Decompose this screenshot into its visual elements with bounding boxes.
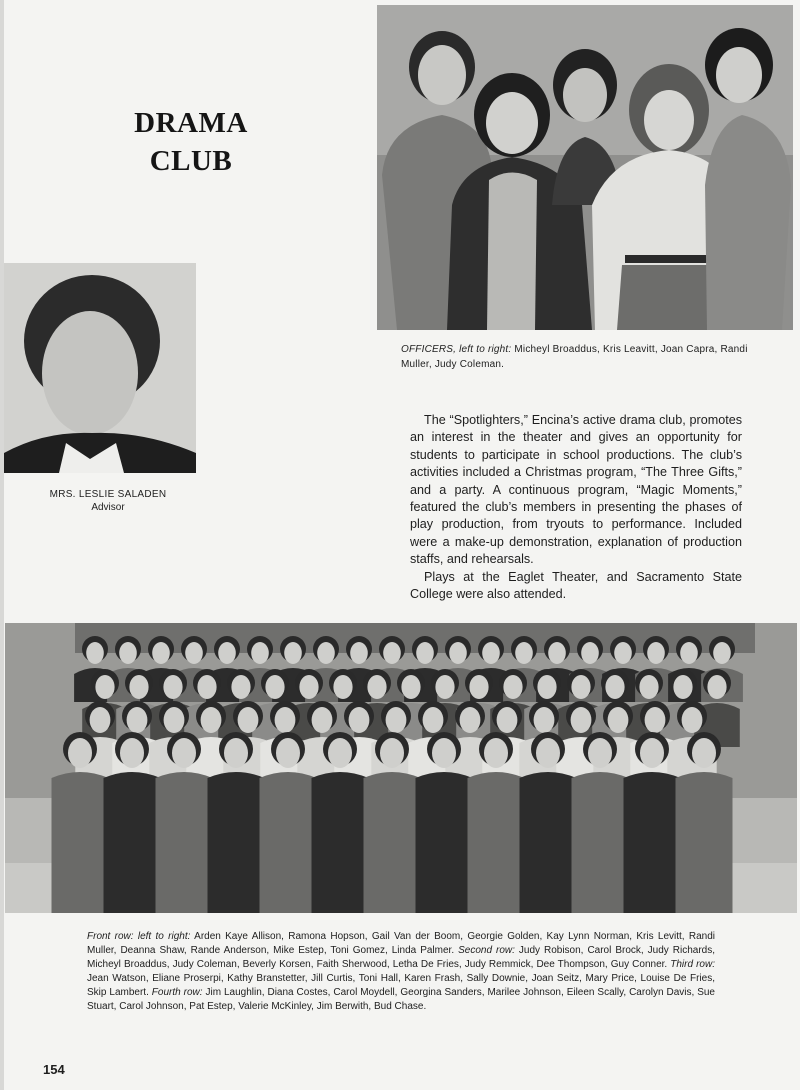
group-member-face: [127, 707, 148, 733]
group-member-face: [692, 738, 716, 768]
group-member-face: [435, 675, 454, 699]
group-member-face: [68, 738, 92, 768]
advisor-name: MRS. LESLIE SALADEN: [49, 489, 167, 500]
group-member-face: [201, 707, 222, 733]
roster-second-label: Second row:: [458, 945, 515, 956]
page-title: [96, 104, 286, 180]
officers-caption: [401, 342, 761, 372]
member-roster: [87, 930, 715, 1014]
group-member-body: [416, 772, 473, 913]
article-paragraph-1: The “Spotlighters,” Encina’s active drama club, promotes an interest in the theater and gives an opportunity for students to participate in school productions. The club’s activities included a Christmas program, “The Three Gifts,” and a party. A continuous program, “Magic Moments,” featured the club’s members in presenting the phases of play production, from tryouts to performance. Included were a make-up demonstration, explanation of production staffs, and rehearsals.: [410, 413, 742, 567]
group-member-body: [312, 772, 369, 913]
group-member-face: [312, 707, 333, 733]
group-member-face: [276, 738, 300, 768]
group-member-face: [640, 738, 664, 768]
group-member-face: [645, 707, 666, 733]
group-member-face: [571, 707, 592, 733]
title-line-1: DRAMA: [134, 107, 248, 139]
group-member-face: [265, 675, 284, 699]
group-member-face: [608, 707, 629, 733]
roster-third-names: Jean Watson, Eliane Proserpi, Kathy Branstetter, Jill Curtis, Toni Hall, Karen Frash, Sally Downie, Joan Seitz, Mary Price, Louise De Fries, Skip Lambert.: [87, 973, 715, 998]
group-member-face: [197, 675, 216, 699]
page-number: 154: [43, 1062, 65, 1077]
group-member-face: [164, 707, 185, 733]
advisor-role: Advisor: [91, 502, 125, 513]
group-member-body: [52, 772, 109, 913]
group-member-body: [260, 772, 317, 913]
roster-second-names: Judy Robison, Carol Brock, Judy Richards, Micheyl Broaddus, Judy Coleman, Beverly Korsen, Faith Sherwood, Letha De Fries, Judy Remmick, Dee Thompson, Guy Conner.: [87, 945, 715, 970]
group-member-face: [536, 738, 560, 768]
group-member-face: [90, 707, 111, 733]
group-member-face: [497, 707, 518, 733]
group-member-face: [317, 642, 335, 664]
group-member-face: [119, 642, 137, 664]
group-member-face: [367, 675, 386, 699]
group-member-body: [572, 772, 629, 913]
group-member-body: [156, 772, 213, 913]
group-member-face: [581, 642, 599, 664]
officers-caption-lead: OFFICERS, left to right:: [401, 344, 512, 355]
group-member-face: [449, 642, 467, 664]
group-member-face: [682, 707, 703, 733]
officers-photo: [377, 5, 793, 330]
group-member-face: [185, 642, 203, 664]
group-member-face: [120, 738, 144, 768]
group-member-face: [515, 642, 533, 664]
group-member-body: [208, 772, 265, 913]
roster-fourth-label: Fourth row:: [151, 987, 203, 998]
group-member-face: [238, 707, 259, 733]
group-member-face: [647, 642, 665, 664]
group-member-body: [104, 772, 161, 913]
group-member-face: [416, 642, 434, 664]
group-member-face: [548, 642, 566, 664]
roster-front-label: Front row: left to right:: [87, 931, 191, 942]
group-member-face: [231, 675, 250, 699]
group-member-body: [364, 772, 421, 913]
group-member-face: [673, 675, 692, 699]
group-member-face: [152, 642, 170, 664]
group-member-face: [469, 675, 488, 699]
group-member-face: [383, 642, 401, 664]
group-member-face: [380, 738, 404, 768]
group-member-face: [460, 707, 481, 733]
group-member-face: [299, 675, 318, 699]
roster-fourth-names: Jim Laughlin, Diana Costes, Carol Moydell, Georgina Sanders, Marilee Johnson, Eileen Scally, Carolyn Davis, Sue Stuart, Carol Johnson, Pat Estep, Valerie McKinley, Jim Berwith, Bud Chase.: [87, 987, 715, 1012]
roster-front-names: Arden Kaye Allison, Ramona Hopson, Gail Van der Boom, Georgie Golden, Kay Lynn Norman, Kris Levitt, Randi Muller, Deanna Shaw, Rande Anderson, Mike Estep, Toni Gomez, Linda Palmer.: [87, 931, 716, 956]
group-member-face: [503, 675, 522, 699]
group-member-face: [163, 675, 182, 699]
group-member-face: [713, 642, 731, 664]
group-member-face: [680, 642, 698, 664]
page-binding-edge: [0, 0, 4, 1090]
group-member-face: [349, 707, 370, 733]
group-member-face: [484, 738, 508, 768]
group-member-face: [224, 738, 248, 768]
group-member-face: [284, 642, 302, 664]
group-member-face: [537, 675, 556, 699]
group-member-face: [423, 707, 444, 733]
group-member-face: [218, 642, 236, 664]
group-member-face: [328, 738, 352, 768]
advisor-portrait: [4, 263, 196, 473]
officers-caption-names: Micheyl Broaddus, Kris Leavitt, Joan Capra, Randi Muller, Judy Coleman.: [401, 344, 748, 370]
group-member-body: [468, 772, 525, 913]
group-member-body: [624, 772, 681, 913]
roster-third-label: Third row:: [670, 959, 715, 970]
group-member-face: [333, 675, 352, 699]
group-member-face: [605, 675, 624, 699]
group-member-face: [86, 642, 104, 664]
article-paragraph-2: Plays at the Eaglet Theater, and Sacramento State College were also attended.: [410, 569, 742, 602]
group-member-face: [95, 675, 114, 699]
group-member-face: [432, 738, 456, 768]
group-member-face: [129, 675, 148, 699]
group-member-face: [639, 675, 658, 699]
group-member-face: [275, 707, 296, 733]
group-member-face: [707, 675, 726, 699]
title-line-2: CLUB: [149, 145, 233, 177]
group-member-face: [571, 675, 590, 699]
article-body: [410, 412, 742, 603]
group-member-face: [588, 738, 612, 768]
group-member-face: [386, 707, 407, 733]
group-member-face: [350, 642, 368, 664]
group-member-face: [401, 675, 420, 699]
group-member-face: [482, 642, 500, 664]
group-member-body: [520, 772, 577, 913]
group-member-body: [676, 772, 733, 913]
group-member-face: [614, 642, 632, 664]
advisor-caption: [40, 488, 176, 514]
group-member-face: [251, 642, 269, 664]
group-member-face: [534, 707, 555, 733]
group-member-face: [172, 738, 196, 768]
group-photo: [5, 623, 797, 913]
